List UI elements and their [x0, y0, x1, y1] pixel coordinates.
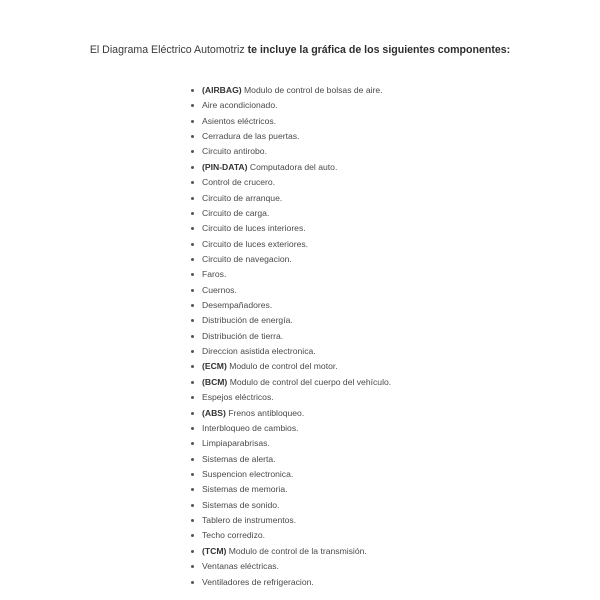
list-item	[190, 513, 391, 528]
bullet-icon	[191, 197, 194, 200]
bullet-icon	[191, 396, 194, 399]
list-item	[190, 313, 391, 328]
bullet-icon	[191, 550, 194, 553]
heading-intro: El Diagrama Eléctrico Automotriz	[89, 44, 245, 56]
component-text: Direccion asistida electronica.	[202, 346, 316, 357]
component-text: Ventiladores de refrigeracion.	[202, 576, 314, 587]
bullet-icon	[191, 504, 194, 507]
component-code: (BCM)	[202, 376, 228, 387]
component-text: Circuito de carga.	[202, 207, 270, 218]
component-text: Distribución de tierra.	[202, 330, 284, 341]
component-text: Tablero de instrumentos.	[202, 515, 297, 526]
bullet-icon	[191, 89, 194, 92]
bullet-icon	[191, 166, 194, 169]
bullet-icon	[191, 381, 194, 384]
bullet-icon	[191, 243, 194, 246]
list-item	[190, 283, 391, 298]
heading-bold: te incluye la gráfica de los siguientes componentes:	[247, 44, 511, 56]
component-text: Circuito antirobo.	[202, 146, 267, 157]
component-text: Modulo de control de bolsas de aire.	[244, 85, 383, 95]
component-text: Cuernos.	[202, 284, 237, 295]
list-item	[190, 344, 391, 359]
bullet-icon	[191, 227, 194, 230]
component-text: Modulo de control del motor.	[229, 361, 338, 372]
list-item	[190, 114, 391, 129]
component-code: (TCM)	[202, 545, 227, 556]
list-item	[190, 498, 391, 513]
list-item	[190, 267, 391, 282]
bullet-icon	[191, 289, 194, 292]
component-code: (AIRBAG)	[202, 85, 242, 95]
component-text: Circuito de luces interiores.	[202, 223, 306, 234]
list-item	[190, 144, 391, 159]
component-list	[190, 83, 391, 590]
list-item	[190, 252, 391, 267]
list-item	[190, 191, 391, 206]
component-text: Interbloqueo de cambios.	[202, 422, 299, 433]
list-item	[190, 98, 391, 113]
component-text: Techo corredizo.	[202, 530, 266, 541]
list-item	[190, 559, 391, 574]
component-code: (ABS)	[202, 407, 226, 418]
list-item	[190, 206, 391, 221]
component-text: Circuito de navegacion.	[202, 253, 292, 264]
list-item	[190, 528, 391, 543]
bullet-icon	[191, 473, 194, 476]
component-text: Circuito de arranque.	[202, 192, 283, 203]
component-code: (PIN-DATA)	[202, 161, 248, 172]
list-item	[190, 83, 391, 98]
bullet-icon	[191, 565, 194, 568]
component-text: Cerradura de las puertas.	[202, 131, 300, 142]
list-item	[190, 298, 391, 313]
bullet-icon	[191, 150, 194, 153]
component-code: (ECM)	[202, 361, 227, 372]
component-text: Desempañadores.	[202, 300, 273, 311]
bullet-icon	[191, 319, 194, 322]
component-text: Ventanas eléctricas.	[202, 561, 279, 572]
bullet-icon	[191, 104, 194, 107]
component-text: Sistemas de memoria.	[202, 484, 288, 495]
bullet-icon	[191, 135, 194, 138]
component-text: Espejos eléctricos.	[202, 392, 274, 403]
list-item	[190, 221, 391, 236]
list-item	[190, 436, 391, 451]
list-item	[190, 390, 391, 405]
bullet-icon	[191, 335, 194, 338]
page-heading	[60, 42, 540, 58]
component-text: Sistemas de sonido.	[202, 499, 280, 510]
bullet-icon	[191, 442, 194, 445]
bullet-icon	[191, 304, 194, 307]
bullet-icon	[191, 350, 194, 353]
list-item	[190, 406, 391, 421]
component-text: Computadora del auto.	[249, 161, 338, 172]
list-item	[190, 160, 391, 175]
bullet-icon	[191, 212, 194, 215]
list-item	[190, 482, 391, 497]
component-text: Sistemas de alerta.	[202, 453, 276, 464]
list-item	[190, 544, 391, 559]
list-item	[190, 452, 391, 467]
bullet-icon	[191, 273, 194, 276]
list-item	[190, 375, 391, 390]
component-text: Modulo de control del cuerpo del vehículo.	[229, 376, 392, 387]
component-text: Control de crucero.	[202, 177, 276, 188]
bullet-icon	[191, 181, 194, 184]
component-text: Asientos eléctricos.	[202, 115, 277, 126]
bullet-icon	[191, 458, 194, 461]
bullet-icon	[191, 365, 194, 368]
bullet-icon	[191, 534, 194, 537]
component-text: Aire acondicionado.	[202, 100, 278, 111]
bullet-icon	[191, 427, 194, 430]
list-item	[190, 421, 391, 436]
component-text: Modulo de control de la transmisión.	[228, 545, 367, 556]
list-item	[190, 359, 391, 374]
component-text: Suspencion electronica.	[202, 468, 294, 479]
component-text: Faros.	[202, 269, 227, 280]
bullet-icon	[191, 412, 194, 415]
list-item	[190, 329, 391, 344]
list-item	[190, 575, 391, 590]
bullet-icon	[191, 258, 194, 261]
bullet-icon	[191, 581, 194, 584]
component-text: Circuito de luces exteriores.	[202, 238, 309, 249]
bullet-icon	[191, 120, 194, 123]
bullet-icon	[191, 488, 194, 491]
list-item	[190, 237, 391, 252]
list-item	[190, 467, 391, 482]
component-text: Distribución de energía.	[202, 315, 293, 326]
list-item	[190, 129, 391, 144]
list-item	[190, 175, 391, 190]
component-text: Limpiaparabrisas.	[202, 438, 270, 449]
bullet-icon	[191, 519, 194, 522]
component-text: Frenos antibloqueo.	[228, 407, 305, 418]
